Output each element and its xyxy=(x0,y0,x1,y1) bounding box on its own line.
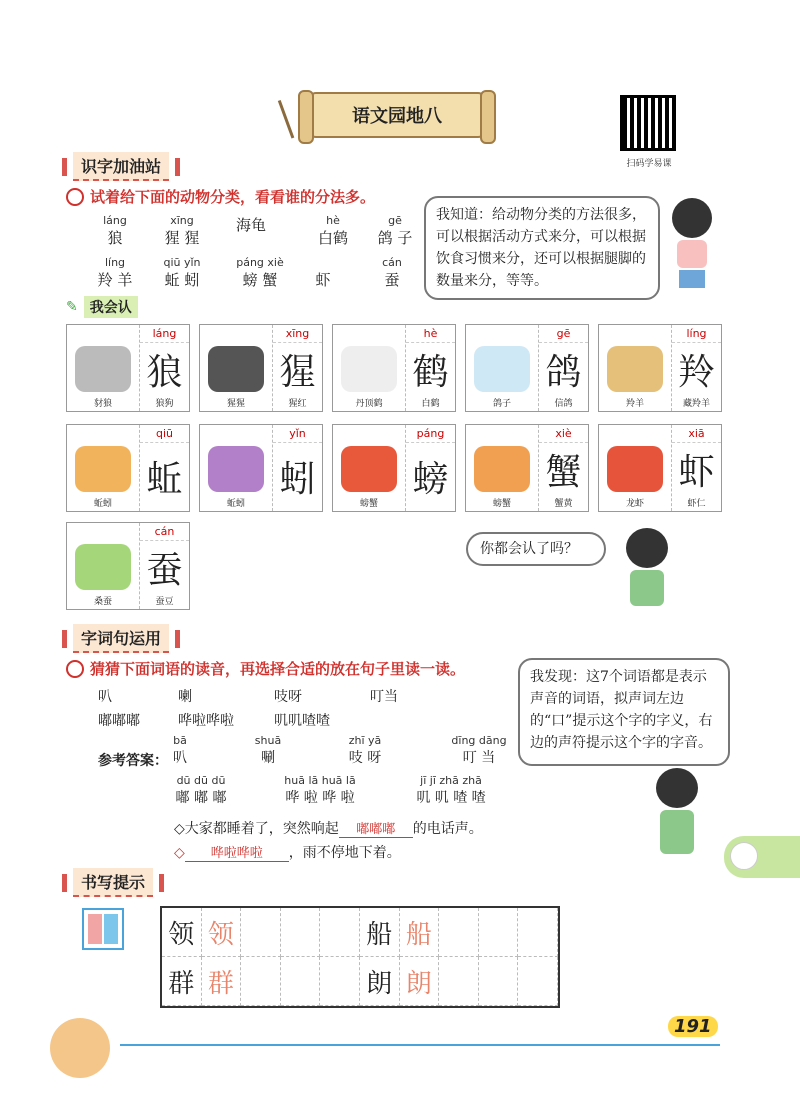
section-title: 书写提示 xyxy=(73,868,153,897)
animal-picture xyxy=(67,523,139,609)
answer-word: shuā 唰 xyxy=(254,734,282,766)
word-item: cán 蚕 xyxy=(382,256,402,289)
word-option: 喇 xyxy=(178,689,192,705)
card-word: 鸽子 xyxy=(492,399,511,409)
character-card xyxy=(332,324,456,412)
grid-char: 朗 xyxy=(360,957,400,1006)
card-pinyin: xiè xyxy=(539,425,588,443)
subheader-text: 我会认 xyxy=(84,296,138,318)
girl-avatar xyxy=(668,198,716,290)
animal-picture xyxy=(67,325,139,411)
footer-line xyxy=(120,1044,720,1046)
animal-picture xyxy=(200,425,272,511)
card-word: 螃蟹 xyxy=(492,499,511,509)
card-word: 白鹤 xyxy=(421,399,440,409)
card-pinyin: xīng xyxy=(273,325,322,343)
card-pinyin: láng xyxy=(140,325,189,343)
card-word: 蚯蚓 xyxy=(93,499,112,509)
card-word: 藏羚羊 xyxy=(682,399,710,409)
card-word: 猩猩 xyxy=(226,399,245,409)
section-header-1 xyxy=(62,152,180,181)
sentence-text: ◇大家都睡着了，突然响起 xyxy=(174,821,339,837)
animal-picture xyxy=(333,325,405,411)
card-word: 桑蚕 xyxy=(93,597,112,607)
card-character: 鸽 xyxy=(545,352,582,393)
card-word: 信鸽 xyxy=(554,399,573,409)
character-card xyxy=(66,324,190,412)
word-item: hè 白鹤 xyxy=(317,214,348,247)
card-word: 猩红 xyxy=(288,399,307,409)
answer-word: bā 叭 xyxy=(173,734,187,766)
grid-char: 领 xyxy=(202,908,242,957)
word-option: 吱呀 xyxy=(274,689,302,705)
boy-avatar-1 xyxy=(622,528,672,612)
spiral-icon xyxy=(66,660,84,678)
card-character: 羚 xyxy=(678,352,715,393)
word-option: 哗啦哗啦 xyxy=(178,713,234,729)
spiral-icon xyxy=(66,188,84,206)
animal-picture xyxy=(599,325,671,411)
word-option: 叭 xyxy=(98,689,112,705)
fill-blank: 哗啦哗啦 xyxy=(185,842,289,862)
character-card xyxy=(465,324,589,412)
sentence-2 xyxy=(174,842,401,862)
card-word: 丹顶鹤 xyxy=(355,399,383,409)
qr-code-icon[interactable] xyxy=(620,95,676,151)
grid-char: 船 xyxy=(400,908,440,957)
card-word: 狼狗 xyxy=(155,399,174,409)
grid-char: 朗 xyxy=(400,957,440,1006)
animal-picture xyxy=(599,425,671,511)
animal-picture xyxy=(200,325,272,411)
word-item: gē 鸽 子 xyxy=(377,214,413,247)
word-item: qiū yǐn 蚯 蚓 xyxy=(163,256,201,289)
character-card xyxy=(199,324,323,412)
sentence-text: ◇ xyxy=(174,845,185,861)
card-pinyin: gē xyxy=(539,325,588,343)
character-card xyxy=(66,522,190,610)
grid-char: 船 xyxy=(360,908,400,957)
card-pinyin: cán xyxy=(140,523,189,541)
card-character: 猩 xyxy=(279,352,316,393)
word-item: 海龟 xyxy=(235,216,266,234)
answer-word: dīng dāng 叮 当 xyxy=(451,734,507,766)
card-pinyin: qiū xyxy=(140,425,189,443)
answer-word: dū dū dū 嘟 嘟 嘟 xyxy=(175,774,227,806)
word-item: láng 狼 xyxy=(103,214,127,247)
word-item: 虾 xyxy=(315,271,331,289)
section-title: 字词句运用 xyxy=(73,624,169,653)
word-option: 叮当 xyxy=(370,689,398,705)
animal-picture xyxy=(466,325,538,411)
girl-speech-bubble: 我知道：给动物分类的方法很多，可以根据活动方式来分，可以根据饮食习惯来分，还可以根据腿脚的数量来分，等等。 xyxy=(424,196,660,300)
character-card xyxy=(598,324,722,412)
card-pinyin: líng xyxy=(672,325,721,343)
card-character: 螃 xyxy=(412,458,449,500)
card-word: 螃蟹 xyxy=(359,499,378,509)
word-option: 嘟嘟嘟 xyxy=(98,713,140,729)
answer-word: jī jī zhā zhā 叽 叽 喳 喳 xyxy=(416,774,486,806)
writing-grid xyxy=(160,906,560,1008)
character-card xyxy=(199,424,323,512)
question-2 xyxy=(66,658,465,679)
character-card xyxy=(465,424,589,512)
boy-speech-bubble-1: 你都会认了吗？ xyxy=(466,532,606,566)
word-item: xīng 猩 猩 xyxy=(164,214,200,247)
card-character: 鹤 xyxy=(412,352,449,393)
sentence-1 xyxy=(174,818,483,838)
card-character: 虾 xyxy=(678,452,715,493)
card-word: 蚕豆 xyxy=(155,597,174,607)
card-word: 虾仁 xyxy=(687,499,706,509)
word-item: líng 羚 羊 xyxy=(97,256,133,289)
section-header-3 xyxy=(62,868,164,897)
card-word: 龙虾 xyxy=(625,499,644,509)
grid-char: 领 xyxy=(162,908,202,957)
section-header-2 xyxy=(62,624,180,653)
card-character: 蚕 xyxy=(146,550,183,591)
qr-label: 扫码学易课 xyxy=(626,159,672,169)
answer-word: zhī yā 吱 呀 xyxy=(348,734,382,766)
card-character: 蚓 xyxy=(279,458,316,500)
page-number: 191 xyxy=(668,1016,718,1037)
grid-char: 群 xyxy=(162,957,202,1006)
character-card xyxy=(598,424,722,512)
card-pinyin: páng xyxy=(406,425,455,443)
question-text: 猜猜下面词语的读音，再选择合适的放在句子里读一读。 xyxy=(90,660,466,678)
character-card xyxy=(332,424,456,512)
word-item: páng xiè 螃 蟹 xyxy=(236,256,284,289)
character-card xyxy=(66,424,190,512)
card-pinyin: xiā xyxy=(672,425,721,443)
card-pinyin: yǐn xyxy=(273,425,322,443)
structure-icon xyxy=(82,908,124,950)
animal-word-list xyxy=(90,214,420,294)
page-title: 语文园地八 xyxy=(308,92,486,138)
card-word: 羚羊 xyxy=(625,399,644,409)
sentence-text: 的电话声。 xyxy=(412,821,483,837)
fill-blank: 嘟嘟嘟 xyxy=(339,818,413,838)
question-1 xyxy=(66,186,375,207)
animal-picture xyxy=(466,425,538,511)
boy-avatar-2 xyxy=(652,768,702,860)
answer-word: huā lā huā lā 哗 啦 哗 啦 xyxy=(284,774,356,806)
card-character: 狼 xyxy=(146,352,183,393)
word-option: 叽叽喳喳 xyxy=(274,713,330,729)
boy-speech-bubble-2: 我发现：这7个词语都是表示声音的词语，拟声词左边的“口”提示这个字的字义，右边的声符提示这个字的字音。 xyxy=(518,658,730,766)
section-title: 识字加油站 xyxy=(73,152,169,181)
sheep-icon xyxy=(730,842,758,870)
card-character: 蚯 xyxy=(146,458,183,500)
card-pinyin: hè xyxy=(406,325,455,343)
question-text: 试着给下面的动物分类，看看谁的分法多。 xyxy=(90,188,376,206)
animal-picture xyxy=(67,425,139,511)
card-word: 豺狼 xyxy=(93,399,112,409)
pencil-icon: ✎ xyxy=(66,299,78,315)
animal-picture xyxy=(333,425,405,511)
card-word: 蟹黄 xyxy=(554,499,573,509)
answer-label: 参考答案： xyxy=(98,753,168,769)
grid-char: 群 xyxy=(202,957,242,1006)
sub-header-recognize xyxy=(66,296,138,318)
card-word: 蚯蚓 xyxy=(226,499,245,509)
sentence-text: ，雨不停地下着。 xyxy=(288,845,401,861)
mascot-icon xyxy=(50,1018,110,1078)
card-character: 蟹 xyxy=(545,452,582,493)
